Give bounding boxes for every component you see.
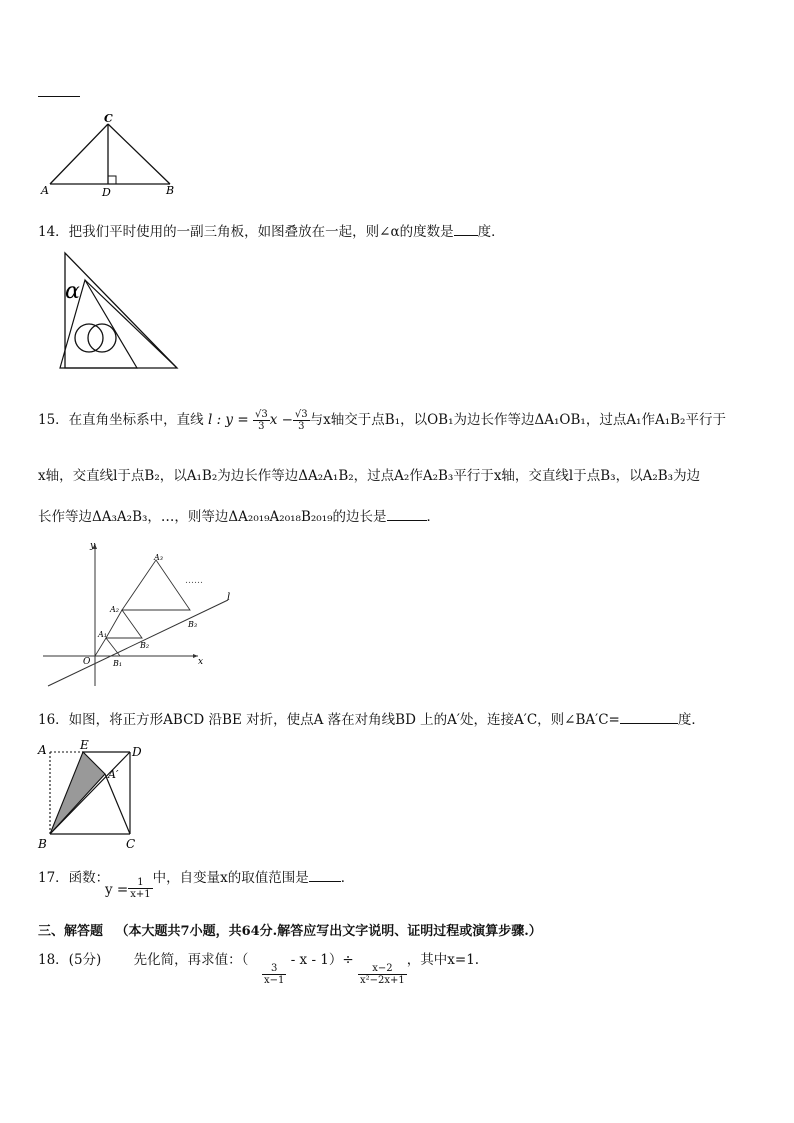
label-a: A	[38, 743, 47, 757]
line-l-label: l	[227, 592, 231, 603]
q17-y-eq: y =	[105, 882, 129, 898]
q18-expression	[262, 948, 480, 986]
section3-note: （本大题共7小题，共64分.解答应写出文字说明、证明过程或演算步骤.）	[115, 924, 542, 939]
label-b: B	[166, 184, 175, 197]
label-a-prime: A′	[108, 768, 119, 781]
q16-question: 16．如图，将正方形ABCD 沿BE 对折，使点A 落在对角线BD 上的A′处，连接A′C，则∠BA′C=	[38, 712, 620, 728]
q14-answer-blank	[454, 222, 478, 237]
q15-number: 15．在直角坐标系中，直线	[38, 412, 204, 428]
q18-frac1-den: x−1	[264, 975, 285, 986]
label-b: B	[38, 837, 47, 851]
q15-x-minus: x −	[269, 412, 293, 428]
q18-frac2-num: x−2	[358, 963, 407, 975]
q14-set-squares-figure	[55, 250, 183, 372]
q15-line3	[38, 505, 440, 525]
q17-frac-den: x+1	[130, 889, 151, 900]
a2-label: A₂	[110, 605, 119, 614]
b3-label: B₃	[188, 620, 198, 629]
b2-label: B₂	[140, 641, 150, 650]
q15-line1	[38, 408, 726, 432]
q18-tail: ，其中x=1.	[406, 952, 480, 968]
axis-y-label: y	[90, 541, 96, 551]
label-c: C	[126, 837, 136, 851]
q18-text: 先化简，再求值：（	[133, 952, 249, 968]
q18-mid: - x - 1）÷	[290, 952, 354, 968]
q14-question: 14．把我们平时使用的一副三角板，如图叠放在一起，则∠α的度数是	[38, 224, 454, 240]
q15-frac1	[253, 409, 270, 432]
frac1-den: 3	[258, 421, 265, 432]
q15-frac2	[293, 409, 310, 432]
q17-function	[105, 866, 355, 900]
q17-text	[38, 866, 109, 886]
a3-label: A₃	[154, 553, 163, 562]
q13-answer-blank	[38, 84, 80, 97]
frac2-num: √3	[294, 409, 308, 420]
label-a: A	[41, 184, 49, 197]
label-d: D	[102, 186, 111, 198]
section3-heading	[38, 920, 542, 939]
q17-frac-num: 1	[128, 877, 152, 889]
q18-frac2-den: x²−2x+1	[360, 975, 405, 986]
q17-number: 17．函数：	[38, 870, 110, 886]
q17-mid: 中，自变量x的取值范围是	[152, 870, 309, 886]
q15-line-eq: l : y =	[207, 412, 249, 428]
q15-answer-blank	[387, 507, 427, 522]
label-d: D	[132, 745, 142, 759]
frac1-num: √3	[254, 409, 268, 420]
q16-tail: 度．	[677, 712, 705, 728]
q15-line2: x轴，交直线l于点B₂，以A₁B₂为边长作等边ΔA₂A₁B₂，过点A₂作A₂B₃平行于x轴，交直线l于点B₃，以A₂B₃为边	[38, 468, 701, 484]
q15-coordinate-figure	[40, 538, 246, 690]
frac2-den: 3	[298, 421, 305, 432]
section3-title: 三、解答题	[38, 924, 104, 939]
q15-rest1: 与x轴交于点B₁，以OB₁为边长作等边ΔA₁OB₁，过点A₁作A₁B₂平行于	[309, 412, 726, 428]
continuation-dots: ……	[185, 576, 203, 586]
a1-label: A₁	[98, 630, 107, 639]
q18-frac1	[262, 963, 286, 986]
q18-line	[38, 948, 248, 968]
q18-frac2	[358, 963, 407, 986]
q18-number: 18．(5分)	[38, 952, 102, 968]
q14-text	[38, 220, 505, 240]
q16-square-figure	[35, 738, 155, 852]
q15-line3-tail: ．	[426, 509, 441, 525]
label-c: C	[104, 112, 113, 125]
b1-label: B₁	[113, 659, 123, 668]
q14-tail: 度．	[477, 224, 505, 240]
alpha-label: α	[65, 279, 80, 304]
q18-frac1-num: 3	[262, 963, 286, 975]
label-e: E	[80, 738, 89, 752]
origin-label: O	[83, 657, 91, 667]
q15-line3-text: 长作等边ΔA₃A₂B₃，…，则等边ΔA₂₀₁₉A₂₀₁₈B₂₀₁₉的边长是	[38, 509, 387, 525]
axis-x-label: x	[198, 657, 204, 667]
q13-triangle-figure	[38, 110, 188, 198]
q17-answer-blank	[309, 868, 341, 883]
q17-tail: ．	[340, 870, 355, 886]
q17-frac	[128, 877, 152, 900]
q16-answer-blank	[620, 710, 678, 725]
q16-text	[38, 708, 705, 728]
